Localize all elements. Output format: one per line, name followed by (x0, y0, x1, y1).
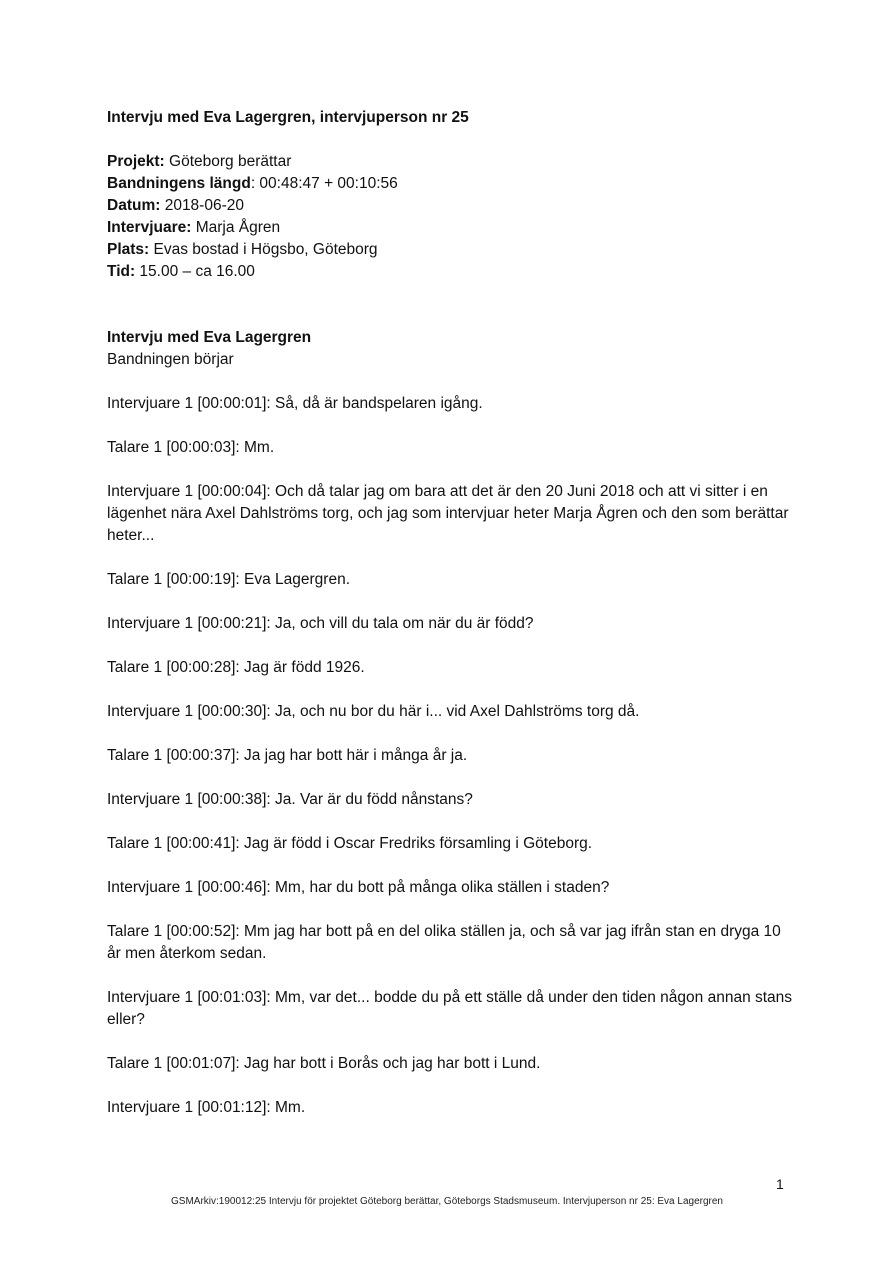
meta-label: Intervjuare: (107, 219, 192, 236)
meta-value: Marja Ågren (191, 219, 281, 236)
transcript-turn: Intervjuare 1 [00:00:04]: Och då talar jag om bara att det är den 20 Juni 2018 och att vi sitter i en lägenhet nära Axel Dahlströms torg, och jag som intervjuar heter Marja Ågren och den som berättar heter... (107, 483, 789, 544)
meta-value: Göteborg berättar (164, 153, 292, 170)
transcript-turn: Intervjuare 1 [00:00:01]: Så, då är bandspelaren igång. (107, 395, 483, 412)
transcript-turn: Intervjuare 1 [00:00:30]: Ja, och nu bor du här i... vid Axel Dahlströms torg då. (107, 703, 640, 720)
transcript-turn: Intervjuare 1 [00:00:38]: Ja. Var är du född nånstans? (107, 791, 473, 808)
transcript-turn: Talare 1 [00:01:07]: Jag har bott i Borås och jag har bott i Lund. (107, 1055, 541, 1072)
meta-recording-length (107, 173, 797, 195)
transcript-turn: Talare 1 [00:00:19]: Eva Lagergren. (107, 571, 350, 588)
document-title: Intervju med Eva Lagergren, intervjuperson nr 25 (107, 109, 469, 126)
page-number: 1 (776, 1176, 784, 1192)
meta-project (107, 151, 797, 173)
transcript-turn: Intervjuare 1 [00:00:21]: Ja, och vill du tala om när du är född? (107, 615, 534, 632)
meta-place (107, 239, 797, 261)
footer-text: GSMArkiv:190012:25 Intervju för projektet Göteborg berättar, Göteborgs Stadsmuseum. Intervjuperson nr 25: Eva Lagergren (171, 1196, 723, 1207)
meta-label: Datum: (107, 197, 161, 214)
section-title: Intervju med Eva Lagergren (107, 329, 312, 346)
meta-date (107, 195, 797, 217)
transcript-turn: Talare 1 [00:00:03]: Mm. (107, 439, 275, 456)
page-footer (0, 1196, 892, 1207)
meta-label: Projekt: (107, 153, 165, 170)
meta-value: : 00:48:47 + 00:10:56 (250, 175, 398, 192)
document-body (107, 107, 797, 1141)
meta-value: Evas bostad i Högsbo, Göteborg (149, 241, 378, 258)
transcript-turn: Intervjuare 1 [00:01:03]: Mm, var det... bodde du på ett ställe då under den tiden någon annan stans eller? (107, 989, 793, 1028)
transcript-turn: Intervjuare 1 [00:00:46]: Mm, har du bott på många olika ställen i staden? (107, 879, 610, 896)
meta-label: Plats: (107, 241, 150, 258)
meta-label: Bandningens längd (107, 175, 251, 192)
transcript-turn: Talare 1 [00:00:37]: Ja jag har bott här i många år ja. (107, 747, 468, 764)
meta-time (107, 261, 797, 283)
section-subtitle: Bandningen börjar (107, 351, 234, 368)
transcript-turn: Intervjuare 1 [00:01:12]: Mm. (107, 1099, 306, 1116)
meta-label: Tid: (107, 263, 136, 280)
meta-value: 15.00 – ca 16.00 (135, 263, 255, 280)
metadata-block (107, 151, 797, 283)
transcript-turn: Talare 1 [00:00:52]: Mm jag har bott på en del olika ställen ja, och så var jag ifrån stan en dryga 10 år men återkom sedan. (107, 923, 781, 962)
transcript-turn: Talare 1 [00:00:41]: Jag är född i Oscar Fredriks församling i Göteborg. (107, 835, 593, 852)
transcript-turn: Talare 1 [00:00:28]: Jag är född 1926. (107, 659, 365, 676)
meta-value: 2018-06-20 (160, 197, 244, 214)
meta-interviewer (107, 217, 797, 239)
